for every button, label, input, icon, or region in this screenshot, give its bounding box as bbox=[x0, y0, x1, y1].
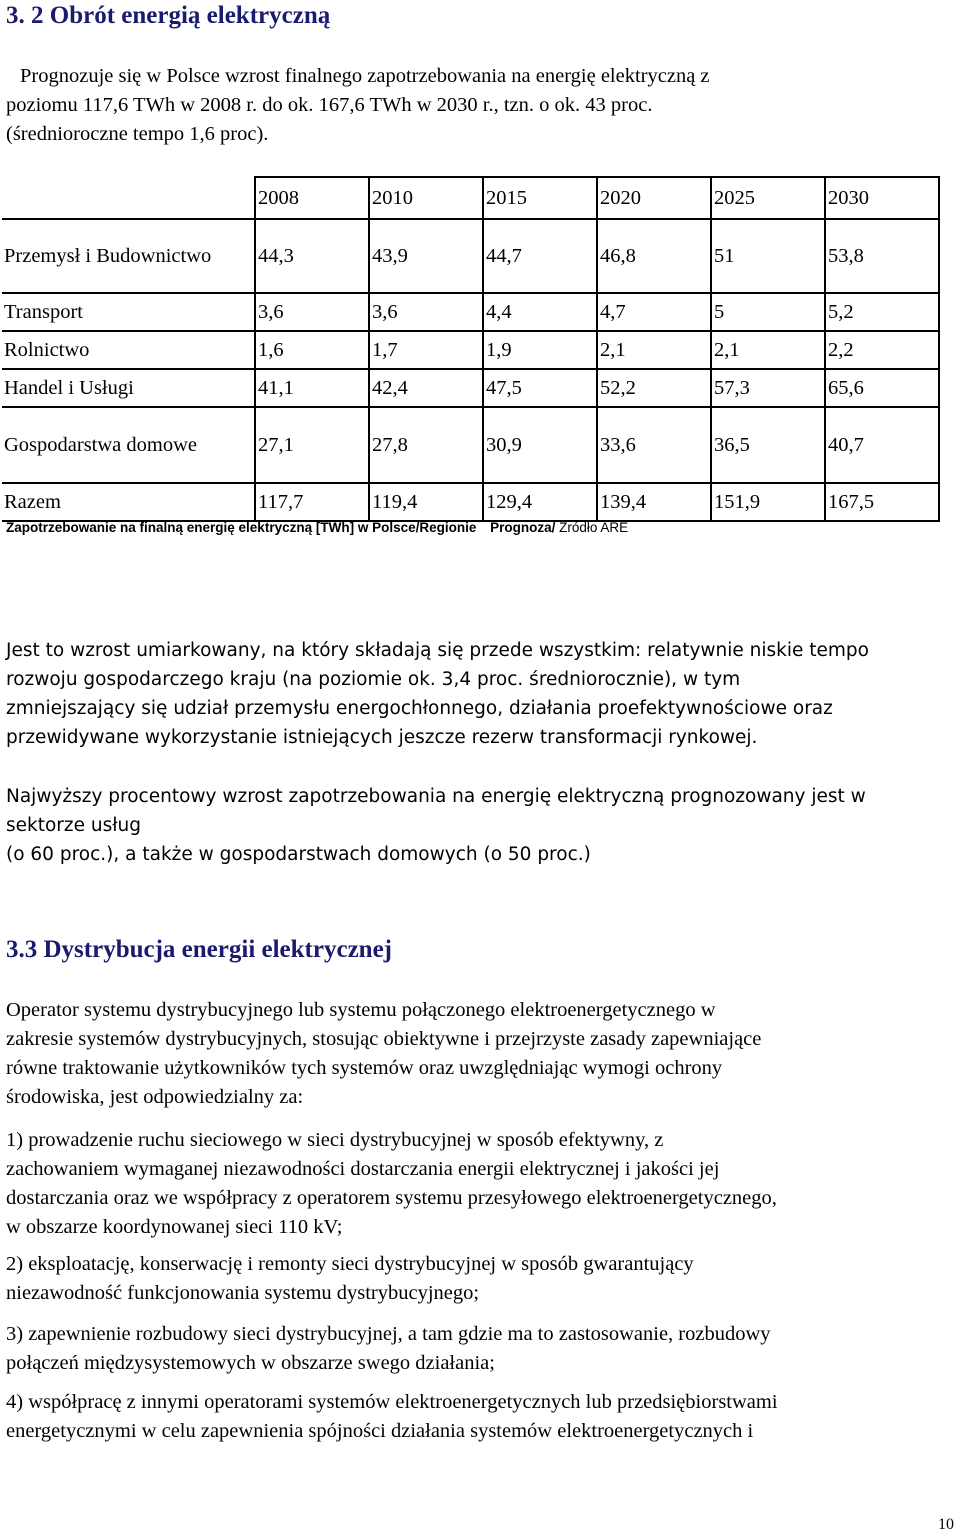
table-cell: 27,8 bbox=[369, 407, 483, 483]
table-cell: 1,7 bbox=[369, 331, 483, 369]
table-row bbox=[2, 293, 939, 331]
section2-title: 3.3 Dystrybucja energii elektrycznej bbox=[6, 936, 392, 963]
intro-line: (średnioroczne tempo 1,6 proc). bbox=[6, 123, 269, 145]
table-corner-cell bbox=[2, 177, 255, 219]
table-cell: 44,3 bbox=[255, 219, 369, 293]
table-cell: 3,6 bbox=[255, 293, 369, 331]
text-line: (o 60 proc.), a także w gospodarstwach domowych (o 50 proc.) bbox=[6, 844, 591, 865]
text-line: niezawodność funkcjonowania systemu dystrybucyjnego; bbox=[6, 1282, 480, 1304]
paragraph-operator bbox=[6, 996, 946, 1112]
table-cell: 51 bbox=[711, 219, 825, 293]
year-header: 2008 bbox=[255, 177, 369, 219]
row-label: Przemysł i Budownictwo bbox=[2, 219, 255, 293]
table-row bbox=[2, 219, 939, 293]
intro-paragraph bbox=[6, 62, 906, 149]
table-cell: 1,6 bbox=[255, 331, 369, 369]
row-label: Transport bbox=[2, 293, 255, 331]
table-cell: 5 bbox=[711, 293, 825, 331]
intro-line: Prognozuje się w Polsce wzrost finalnego zapotrzebowania na energię elektryczną z bbox=[20, 65, 710, 87]
row-label: Handel i Usługi bbox=[2, 369, 255, 407]
table-cell: 117,7 bbox=[255, 483, 369, 521]
table-cell: 41,1 bbox=[255, 369, 369, 407]
text-line: 2) eksploatację, konserwację i remonty sieci dystrybucyjnej w sposób gwarantujący bbox=[6, 1253, 694, 1275]
table-cell: 30,9 bbox=[483, 407, 597, 483]
year-header: 2010 bbox=[369, 177, 483, 219]
table-cell: 167,5 bbox=[825, 483, 939, 521]
table-cell: 36,5 bbox=[711, 407, 825, 483]
text-line: w obszarze koordynowanej sieci 110 kV; bbox=[6, 1216, 343, 1238]
text-line: Najwyższy procentowy wzrost zapotrzebowania na energię elektryczną prognozowany jest w bbox=[6, 786, 866, 807]
table-cell: 43,9 bbox=[369, 219, 483, 293]
table-cell: 2,2 bbox=[825, 331, 939, 369]
table-cell: 1,9 bbox=[483, 331, 597, 369]
table-cell: 40,7 bbox=[825, 407, 939, 483]
table-cell: 27,1 bbox=[255, 407, 369, 483]
intro-line: poziomu 117,6 TWh w 2008 r. do ok. 167,6 TWh w 2030 r., tzn. o ok. 43 proc. bbox=[6, 94, 653, 116]
list-item-4 bbox=[6, 1388, 946, 1446]
caption-title: Zapotrzebowanie na finalną energię elektryczną [TWh] w Polsce/Regionie bbox=[6, 520, 477, 535]
table-caption bbox=[6, 520, 628, 535]
table-cell: 33,6 bbox=[597, 407, 711, 483]
text-line: środowiska, jest odpowiedzialny za: bbox=[6, 1086, 304, 1108]
text-line: 1) prowadzenie ruchu sieciowego w sieci dystrybucyjnej w sposób efektywny, z bbox=[6, 1129, 664, 1151]
text-line: Operator systemu dystrybucyjnego lub systemu połączonego elektroenergetycznego w bbox=[6, 999, 716, 1021]
table-cell: 44,7 bbox=[483, 219, 597, 293]
table-cell: 5,2 bbox=[825, 293, 939, 331]
year-header: 2025 bbox=[711, 177, 825, 219]
table-cell: 139,4 bbox=[597, 483, 711, 521]
text-line: zakresie systemów dystrybucyjnych, stosując obiektywne i przejrzyste zasady zapewniające bbox=[6, 1028, 762, 1050]
list-item-1 bbox=[6, 1126, 946, 1242]
table-cell: 2,1 bbox=[711, 331, 825, 369]
table-cell: 52,2 bbox=[597, 369, 711, 407]
text-line: 4) współpracę z innymi operatorami systemów elektroenergetycznych lub przedsiębiorstwami bbox=[6, 1391, 778, 1413]
row-label: Rolnictwo bbox=[2, 331, 255, 369]
page-number: 10 bbox=[938, 1516, 954, 1533]
table-cell: 4,4 bbox=[483, 293, 597, 331]
paragraph-growth bbox=[6, 636, 946, 752]
caption-source: Zródło ARE bbox=[559, 520, 629, 535]
text-line: zmniejszający się udział przemysłu energochłonnego, działania proefektywnościowe oraz bbox=[6, 698, 833, 719]
text-line: połączeń międzysystemowych w obszarze swego działania; bbox=[6, 1352, 495, 1374]
text-line: rozwoju gospodarczego kraju (na poziomie ok. 3,4 proc. średniorocznie), w tym bbox=[6, 669, 741, 690]
paragraph-highest-growth bbox=[6, 782, 946, 869]
text-line: przewidywane wykorzystanie istniejących jeszcze rezerw transformacji rynkowej. bbox=[6, 727, 758, 748]
table-cell: 3,6 bbox=[369, 293, 483, 331]
text-line: sektorze usług bbox=[6, 815, 141, 836]
year-header: 2020 bbox=[597, 177, 711, 219]
energy-demand-table bbox=[2, 176, 940, 522]
text-line: dostarczania oraz we współpracy z operatorem systemu przesyłowego elektroenergetycznego, bbox=[6, 1187, 777, 1209]
list-item-2 bbox=[6, 1250, 946, 1308]
table-cell: 129,4 bbox=[483, 483, 597, 521]
row-label: Gospodarstwa domowe bbox=[2, 407, 255, 483]
list-item-3 bbox=[6, 1320, 946, 1378]
section-title: 3. 2 Obrót energią elektryczną bbox=[6, 2, 331, 29]
text-line: zachowaniem wymaganej niezawodności dostarczania energii elektrycznej i jakości jej bbox=[6, 1158, 720, 1180]
table-cell: 151,9 bbox=[711, 483, 825, 521]
table-row bbox=[2, 331, 939, 369]
table-row bbox=[2, 407, 939, 483]
table-cell: 2,1 bbox=[597, 331, 711, 369]
table-cell: 119,4 bbox=[369, 483, 483, 521]
table-row bbox=[2, 369, 939, 407]
table-cell: 46,8 bbox=[597, 219, 711, 293]
table-cell: 47,5 bbox=[483, 369, 597, 407]
table-header-row bbox=[2, 177, 939, 219]
year-header: 2015 bbox=[483, 177, 597, 219]
text-line: równe traktowanie użytkowników tych systemów oraz uwzględniając wymogi ochrony bbox=[6, 1057, 723, 1079]
table-cell: 57,3 bbox=[711, 369, 825, 407]
text-line: 3) zapewnienie rozbudowy sieci dystrybucyjnej, a tam gdzie ma to zastosowanie, rozbudowy bbox=[6, 1323, 771, 1345]
table-cell: 65,6 bbox=[825, 369, 939, 407]
year-header: 2030 bbox=[825, 177, 939, 219]
text-line: Jest to wzrost umiarkowany, na który składają się przede wszystkim: relatywnie niskie tempo bbox=[6, 640, 869, 661]
table-cell: 53,8 bbox=[825, 219, 939, 293]
caption-forecast: Prognoza/ bbox=[490, 520, 556, 535]
row-label: Razem bbox=[2, 483, 255, 521]
text-line: energetycznymi w celu zapewnienia spójności działania systemów elektroenergetycznych i bbox=[6, 1420, 754, 1442]
table-total-row bbox=[2, 483, 939, 521]
table-cell: 42,4 bbox=[369, 369, 483, 407]
table-cell: 4,7 bbox=[597, 293, 711, 331]
